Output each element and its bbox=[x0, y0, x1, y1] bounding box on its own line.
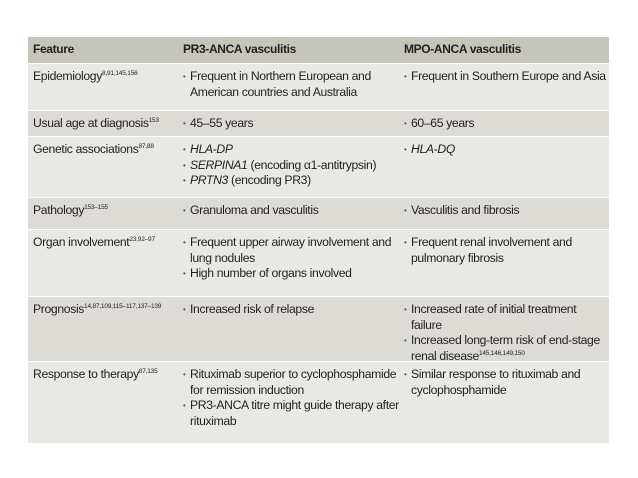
list-item: • Frequent in Northern European and American countries and Australia bbox=[183, 69, 404, 100]
table-row-prognosis bbox=[28, 297, 609, 362]
mpo-cell bbox=[404, 362, 609, 443]
mpo-cell bbox=[404, 111, 609, 136]
list-item: • Frequent renal involvement and pulmonary fibrosis bbox=[404, 235, 609, 266]
list-item: • 45–55 years bbox=[183, 116, 404, 132]
reference-superscript: 8,91,145,156 bbox=[101, 70, 138, 77]
mpo-cell bbox=[404, 64, 609, 110]
list-item: • PR3-ANCA titre might guide therapy after rituximab bbox=[183, 398, 404, 429]
feature-cell: Organ involvement$^{23,92-97}$ bbox=[33, 235, 155, 249]
list-item: • Increased long-term risk of end-stage renal disease$^{145,146,149,150}$ bbox=[404, 333, 609, 364]
pr3-cell bbox=[183, 137, 404, 197]
list-item: • Similar response to rituximab and cyclophosphamide bbox=[404, 367, 609, 398]
pr3-cell bbox=[183, 362, 404, 443]
mpo-cell bbox=[404, 198, 609, 229]
list-item: • High number of organs involved bbox=[183, 266, 404, 282]
reference-superscript: 153 bbox=[148, 117, 159, 124]
list-item: • PRTN3 (encoding PR3) bbox=[183, 173, 404, 189]
header-feature: Feature bbox=[33, 42, 74, 57]
list-item: • Frequent upper airway involvement and lung nodules bbox=[183, 235, 404, 266]
table-header bbox=[28, 37, 609, 64]
header-mpo: MPO-ANCA vasculitis bbox=[404, 42, 521, 57]
pr3-cell bbox=[183, 64, 404, 110]
mpo-cell bbox=[404, 137, 609, 197]
reference-superscript: 153–155 bbox=[84, 204, 108, 211]
table-row-pathology bbox=[28, 198, 609, 230]
pr3-cell bbox=[183, 198, 404, 229]
table-row-organ-involvement bbox=[28, 230, 609, 297]
pr3-cell bbox=[183, 111, 404, 136]
reference-superscript: 145,146,149,150 bbox=[478, 349, 525, 357]
feature-cell: Response to therapy$^{87,135}$ bbox=[33, 367, 158, 381]
list-item: • Frequent in Southern Europe and Asia bbox=[404, 69, 609, 85]
table-row-usual-age bbox=[28, 111, 609, 137]
table-row-genetic-associations bbox=[28, 137, 609, 198]
reference-superscript: 87,135 bbox=[138, 368, 158, 375]
pr3-cell bbox=[183, 297, 404, 361]
feature-cell: Prognosis$^{14,87,109,115-117,137-139}$ bbox=[33, 302, 162, 316]
list-item: • Increased risk of relapse bbox=[183, 302, 404, 318]
list-item: • 60–65 years bbox=[404, 116, 609, 132]
mpo-cell bbox=[404, 230, 609, 296]
feature-cell: Genetic associations$^{87,88}$ bbox=[33, 142, 154, 156]
feature-cell: Usual age at diagnosis$^{153}$ bbox=[33, 116, 159, 130]
reference-superscript: 87,88 bbox=[138, 143, 154, 150]
list-item: • HLA-DQ bbox=[404, 142, 609, 158]
feature-cell: Pathology$^{153-155}$ bbox=[33, 203, 108, 217]
table-row-response-to-therapy bbox=[28, 362, 609, 443]
mpo-cell bbox=[404, 297, 609, 361]
feature-cell: Epidemiology$^{8,91,145,156}$ bbox=[33, 69, 138, 83]
comparison-table bbox=[28, 37, 609, 443]
header-pr3: PR3-ANCA vasculitis bbox=[183, 42, 296, 57]
list-item: • Granuloma and vasculitis bbox=[183, 203, 404, 219]
reference-superscript: 14,87,109,115–117,137–139 bbox=[84, 303, 162, 310]
list-item: • Increased rate of initial treatment failure bbox=[404, 302, 609, 333]
table-row-epidemiology bbox=[28, 64, 609, 111]
list-item: • Vasculitis and fibrosis bbox=[404, 203, 609, 219]
list-item: • SERPINA1 (encoding α1-antitrypsin) bbox=[183, 158, 404, 174]
list-item: • HLA-DP bbox=[183, 142, 404, 158]
pr3-cell bbox=[183, 230, 404, 296]
list-item: • Rituximab superior to cyclophosphamide for remission induction bbox=[183, 367, 404, 398]
reference-superscript: 23,92–97 bbox=[129, 236, 155, 243]
